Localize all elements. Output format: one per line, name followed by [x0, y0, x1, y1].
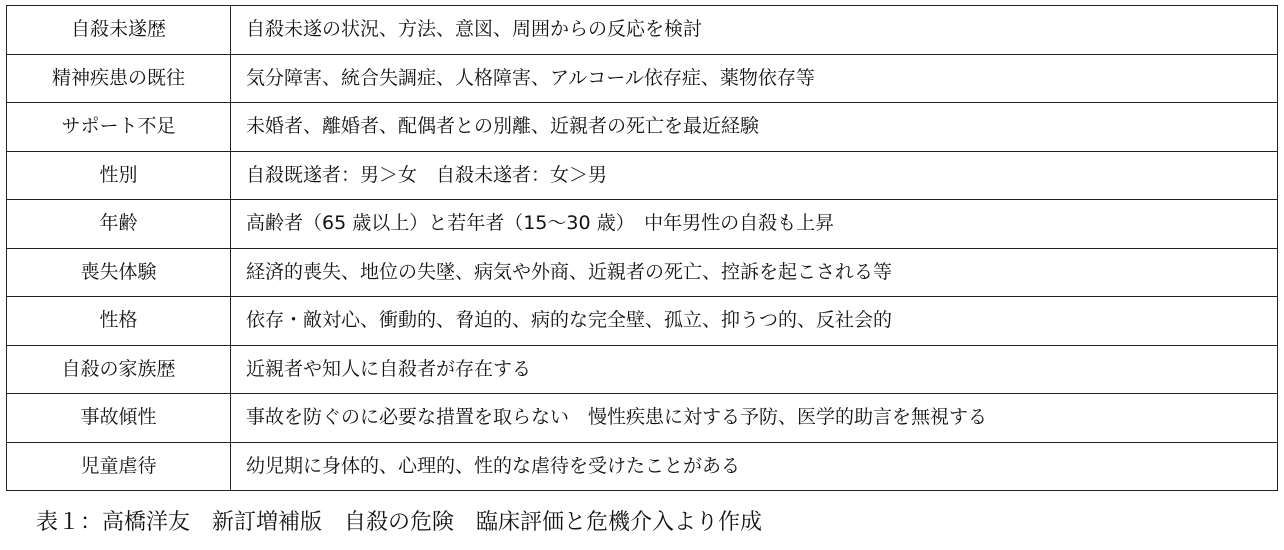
detail-cell: 気分障害、統合失調症、人格障害、アルコール依存症、薬物依存等: [231, 54, 1278, 103]
factor-cell: 事故傾性: [7, 394, 231, 443]
table-row: [7, 442, 1278, 491]
detail-cell: 近親者や知人に自殺者が存在する: [231, 345, 1278, 394]
detail-cell: 自殺既遂者：男＞女 自殺未遂者：女＞男: [231, 151, 1278, 200]
factor-cell: 性格: [7, 297, 231, 346]
table-row: [7, 200, 1278, 249]
table-row: [7, 54, 1278, 103]
detail-cell: 高齢者（65 歳以上）と若年者（15～30 歳） 中年男性の自殺も上昇: [231, 200, 1278, 249]
table-row: [7, 103, 1278, 152]
factor-cell: 性別: [7, 151, 231, 200]
factor-cell: 児童虐待: [7, 442, 231, 491]
table-row: [7, 151, 1278, 200]
factor-cell: 自殺未遂歴: [7, 6, 231, 55]
factor-cell: 精神疾患の既往: [7, 54, 231, 103]
detail-cell: 経済的喪失、地位の失墜、病気や外商、近親者の死亡、控訴を起こされる等: [231, 248, 1278, 297]
table-row: [7, 345, 1278, 394]
table-row: [7, 297, 1278, 346]
table-row: [7, 6, 1278, 55]
risk-factor-table: [6, 5, 1278, 491]
detail-cell: 未婚者、離婚者、配偶者との別離、近親者の死亡を最近経験: [231, 103, 1278, 152]
factor-cell: 喪失体験: [7, 248, 231, 297]
detail-cell: 幼児期に身体的、心理的、性的な虐待を受けたことがある: [231, 442, 1278, 491]
detail-cell: 自殺未遂の状況、方法、意図、周囲からの反応を検討: [231, 6, 1278, 55]
detail-cell: 事故を防ぐのに必要な措置を取らない 慢性疾患に対する予防、医学的助言を無視する: [231, 394, 1278, 443]
factor-cell: 年齢: [7, 200, 231, 249]
table-caption: 表１：高橋洋友 新訂増補版 自殺の危険 臨床評価と危機介入より作成: [36, 510, 763, 535]
risk-factor-table-body: [7, 6, 1278, 491]
detail-cell: 依存・敵対心、衝動的、脅迫的、病的な完全壁、孤立、抑うつ的、反社会的: [231, 297, 1278, 346]
factor-cell: サポート不足: [7, 103, 231, 152]
table-row: [7, 394, 1278, 443]
table-row: [7, 248, 1278, 297]
factor-cell: 自殺の家族歴: [7, 345, 231, 394]
